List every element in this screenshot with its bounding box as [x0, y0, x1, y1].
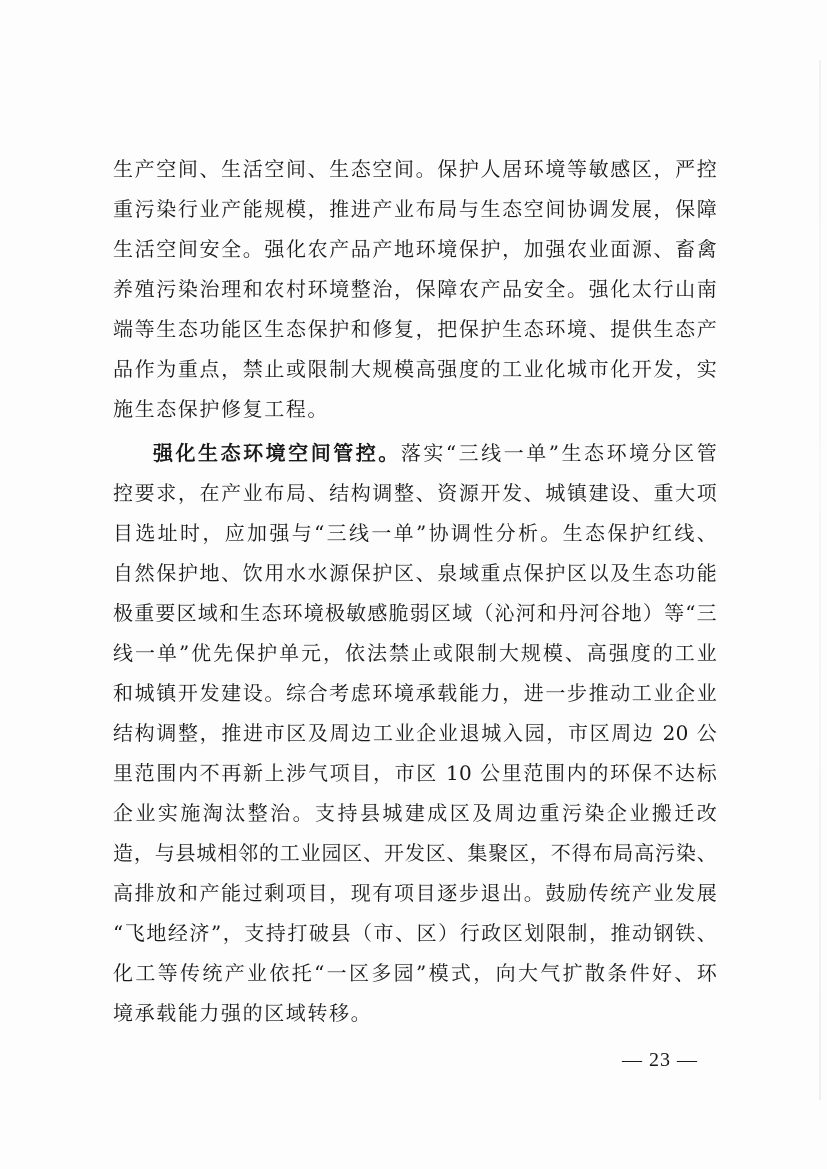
- paragraph-1-line-4: 养殖污染治理和农村环境整治，保障农产品安全。强化太行山南: [113, 277, 717, 301]
- paragraph-1-line-2: 重污染行业产能规模，推进产业布局与生态空间协调发展，保障: [113, 197, 717, 221]
- paragraph-2-line-3: 目选址时，应加强与“三线一单”协调性分析。生态保护红线、: [113, 521, 717, 545]
- scan-edge-shadow: [819, 60, 821, 1100]
- paragraph-2-line-10: 企业实施淘汰整治。支持县城建成区及周边重污染企业搬迁改: [113, 801, 717, 825]
- paragraph-2-line-1-text: 落实“三线一单”生态环境分区管: [400, 441, 717, 465]
- paragraph-2-line-1: [153, 441, 717, 465]
- paragraph-2-line-4: 自然保护地、饮用水水源保护区、泉域重点保护区以及生态功能: [113, 561, 717, 585]
- paragraph-2-line-13: “飞地经济”，支持打破县（市、区）行政区划限制，推动钢铁、: [113, 921, 717, 945]
- paragraph-2-line-14: 化工等传统产业依托“一区多园”模式，向大气扩散条件好、环: [113, 961, 717, 985]
- paragraph-1-line-7: 施生态保护修复工程。: [113, 397, 329, 421]
- paragraph-1-line-3: 生活空间安全。强化农产品产地环境保护，加强农业面源、畜禽: [113, 237, 717, 261]
- paragraph-2-line-7: 和城镇开发建设。综合考虑环境承载能力，进一步推动工业企业: [113, 681, 717, 705]
- paragraph-2-line-15: 境承载能力强的区域转移。: [113, 1001, 373, 1025]
- paragraph-2-line-12: 高排放和产能过剩项目，现有项目逐步退出。鼓励传统产业发展: [113, 881, 717, 905]
- paragraph-2-line-9: 里范围内不再新上涉气项目，市区 10 公里范围内的环保不达标: [113, 761, 717, 785]
- paragraph-1-line-5: 端等生态功能区生态保护和修复，把保护生态环境、提供生态产: [113, 317, 717, 341]
- page-number: — 23 —: [622, 1049, 698, 1071]
- paragraph-1-line-6: 品作为重点，禁止或限制大规模高强度的工业化城市化开发，实: [113, 357, 717, 381]
- paragraph-2-line-2: 控要求，在产业布局、结构调整、资源开发、城镇建设、重大项: [113, 481, 717, 505]
- paragraph-2-line-5: 极重要区域和生态环境极敏感脆弱区域（沁河和丹河谷地）等“三: [113, 601, 717, 625]
- paragraph-1-line-1: 生产空间、生活空间、生态空间。保护人居环境等敏感区，严控: [113, 157, 717, 181]
- paragraph-2-line-6: 线一单”优先保护单元，依法禁止或限制大规模、高强度的工业: [113, 641, 717, 665]
- paragraph-2-line-8: 结构调整，推进市区及周边工业企业退城入园，市区周边 20 公: [113, 721, 717, 745]
- paragraph-2-line-11: 造，与县城相邻的工业园区、开发区、集聚区，不得布局高污染、: [113, 841, 717, 865]
- paragraph-2-heading: 强化生态环境空间管控。: [153, 441, 401, 465]
